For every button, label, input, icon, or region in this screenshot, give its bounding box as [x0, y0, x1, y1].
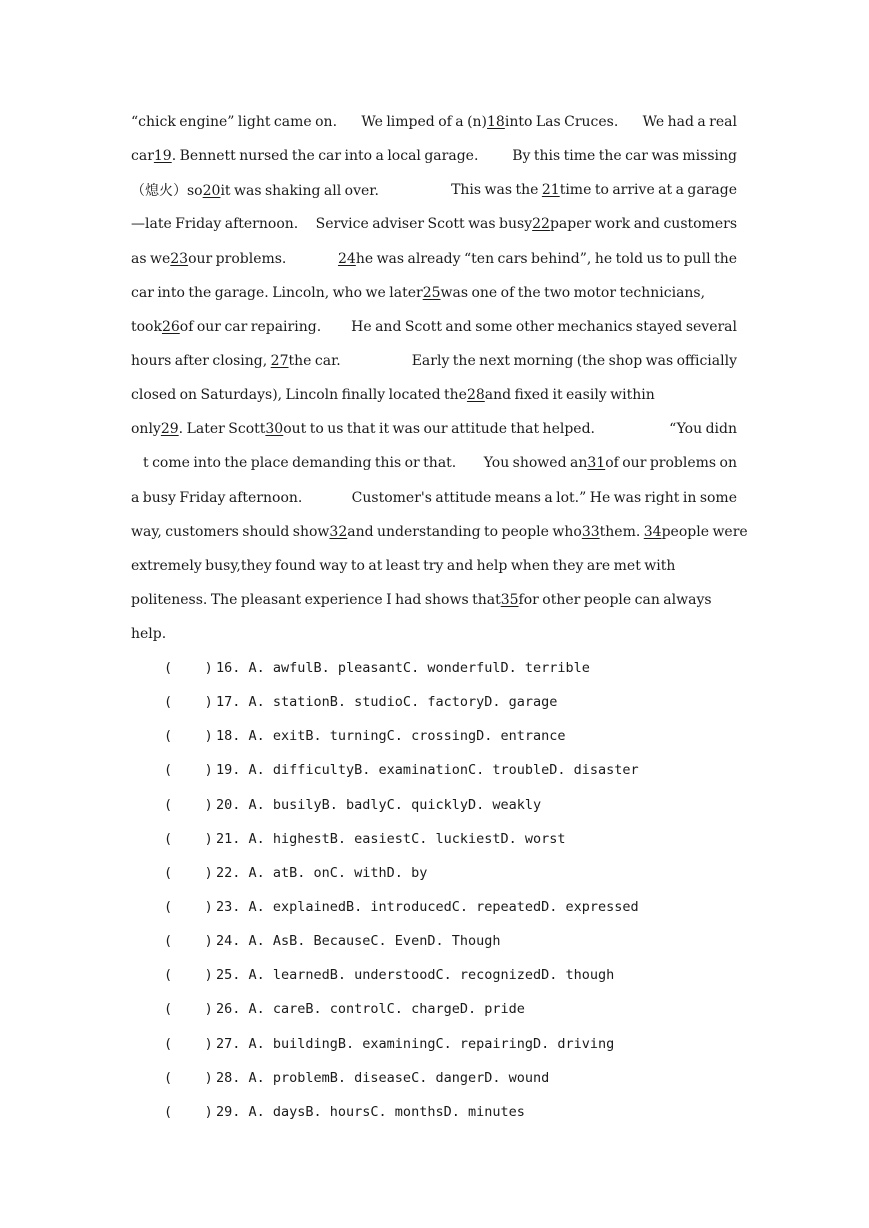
blank-19: 19 [153, 148, 172, 165]
passage-text: （熄火）so20it was shaking all over. [131, 183, 379, 200]
passage-line [131, 446, 737, 480]
option-text: 28. A. problemB. diseaseC. dangerD. wound [216, 1069, 550, 1086]
passage-line [131, 412, 737, 446]
blank-26: 26 [161, 318, 180, 335]
answer-paren: ( ) [164, 728, 213, 745]
option-row [164, 1061, 724, 1095]
passage-text: We had a real [642, 114, 737, 131]
passage-text: only29. Later Scott30out to us that it was our attitude that helped. [131, 421, 595, 438]
answer-paren: ( ) [164, 1035, 213, 1052]
passage-line [131, 207, 737, 241]
passage-text: a busy Friday afternoon. [131, 489, 303, 506]
option-text: 20. A. busilyB. badlyC. quicklyD. weakly [216, 796, 542, 813]
option-text: 19. A. difficultyB. examinationC. troubleD. disaster [216, 762, 639, 779]
passage-text: —late Friday afternoon. [131, 216, 299, 233]
passage-line [131, 344, 737, 378]
passage-line [131, 378, 737, 412]
option-text: 17. A. stationB. studioC. factoryD. garage [216, 694, 558, 711]
option-text: 22. A. atB. onC. withD. by [216, 864, 428, 881]
option-row [164, 1027, 724, 1061]
blank-23: 23 [170, 250, 189, 267]
passage-line [131, 481, 737, 515]
blank-32: 32 [329, 523, 348, 540]
option-row [164, 924, 724, 958]
answer-paren: ( ) [164, 660, 213, 677]
answer-options [164, 651, 724, 1129]
blank-24: 24 [337, 250, 356, 267]
passage-text: as we23our problems. [131, 250, 287, 267]
passage-line [131, 139, 737, 173]
option-text: 18. A. exitB. turningC. crossingD. entrance [216, 728, 566, 745]
answer-paren: ( ) [164, 796, 213, 813]
blank-29: 29 [160, 421, 179, 438]
blank-31: 31 [587, 455, 606, 472]
passage-text: closed on Saturdays), Lincoln finally located the28and fixed it easily within [131, 387, 655, 404]
option-row [164, 958, 724, 992]
passage-text: Early the next morning (the shop was officially [411, 353, 737, 370]
answer-paren: ( ) [164, 1001, 213, 1018]
passage-text: extremely busy,they found way to at least try and help when they are met with [131, 557, 676, 574]
option-row [164, 685, 724, 719]
passage-text: car into the garage. Lincoln, who we later25was one of the two motor technicians, [131, 284, 706, 301]
blank-33: 33 [581, 523, 600, 540]
option-row [164, 753, 724, 787]
blank-21: 21 [541, 182, 560, 199]
option-row [164, 822, 724, 856]
blank-35: 35 [500, 592, 519, 609]
blank-22: 22 [532, 216, 550, 233]
passage-text: hours after closing, 27the car. [131, 353, 341, 370]
answer-paren: ( ) [164, 933, 213, 950]
passage-line [131, 105, 737, 139]
option-text: 26. A. careB. controlC. chargeD. pride [216, 1001, 525, 1018]
blank-30: 30 [265, 421, 284, 438]
option-text: 29. A. daysB. hoursC. monthsD. minutes [216, 1103, 525, 1120]
answer-paren: ( ) [164, 1069, 213, 1086]
blank-34: 34 [643, 523, 662, 540]
blank-25: 25 [422, 284, 441, 301]
passage-line [131, 549, 737, 583]
blank-27: 27 [270, 353, 289, 370]
option-row [164, 651, 724, 685]
option-row [164, 719, 724, 753]
cloze-passage [131, 105, 748, 651]
passage-text: By this time the car was missing [512, 148, 737, 165]
option-row [164, 788, 724, 822]
passage-text: took26of our car repairing. [131, 318, 322, 335]
passage-line [131, 242, 737, 276]
answer-paren: ( ) [164, 967, 213, 984]
passage-text: Customer's attitude means a lot.” He was right in some [351, 489, 737, 506]
passage-text: “You didn [669, 421, 737, 438]
blank-20: 20 [202, 183, 221, 200]
passage-text: car19. Bennett nursed the car into a local garage. [131, 148, 479, 165]
option-text: 23. A. explainedB. introducedC. repeatedD. expressed [216, 899, 639, 916]
option-row [164, 890, 724, 924]
passage-text: You showed an31of our problems on [483, 455, 737, 472]
passage-text: We limped of a (n)18into Las Cruces. [361, 114, 619, 131]
passage-line [131, 276, 737, 310]
passage-text: This was the 21time to arrive at a garage [451, 182, 737, 199]
passage-text: “chick engine” light came on. [131, 114, 338, 131]
option-text: 27. A. buildingB. examiningC. repairingD. driving [216, 1035, 615, 1052]
option-text: 24. A. AsB. BecauseC. EvenD. Though [216, 933, 501, 950]
blank-28: 28 [466, 387, 485, 404]
option-text: 25. A. learnedB. understoodC. recognizedD. though [216, 967, 615, 984]
passage-line [131, 310, 737, 344]
passage-line [131, 515, 748, 549]
passage-text: politeness. The pleasant experience I had shows that35for other people can always [131, 592, 712, 609]
option-text: 16. A. awfulB. pleasantC. wonderfulD. terrible [216, 660, 590, 677]
answer-paren: ( ) [164, 830, 213, 847]
answer-paren: ( ) [164, 899, 213, 916]
passage-line [131, 583, 737, 617]
passage-text: way, customers should show32and understanding to people who33them. 34people were [131, 523, 748, 540]
answer-paren: ( ) [164, 1103, 213, 1120]
answer-paren: ( ) [164, 864, 213, 881]
passage-text: Service adviser Scott was busy22paper work and customers [315, 216, 737, 233]
answer-paren: ( ) [164, 694, 213, 711]
option-row [164, 992, 724, 1026]
option-row [164, 1095, 724, 1129]
answer-paren: ( ) [164, 762, 213, 779]
passage-text: He and Scott and some other mechanics stayed several [351, 318, 737, 335]
passage-text: help. [131, 626, 167, 643]
passage-line [131, 617, 737, 651]
passage-line [131, 173, 737, 207]
blank-18: 18 [487, 114, 505, 131]
passage-text: 24he was already “ten cars behind”, he told us to pull the [337, 250, 737, 267]
passage-text: t come into the place demanding this or that. [143, 455, 457, 472]
option-row [164, 856, 724, 890]
option-text: 21. A. highestB. easiestC. luckiestD. worst [216, 830, 566, 847]
